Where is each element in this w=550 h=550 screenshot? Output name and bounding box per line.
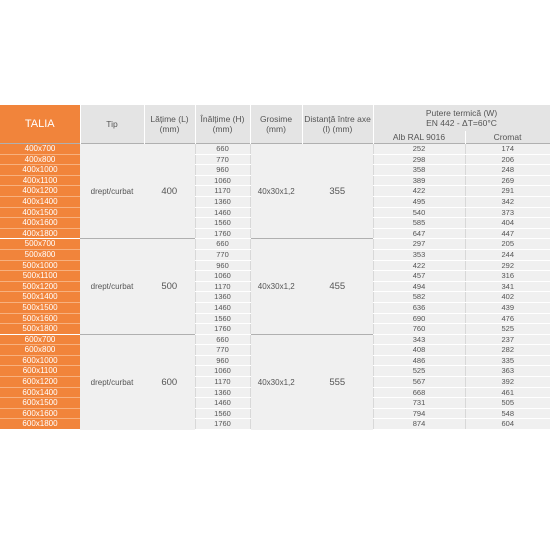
- alb-value-cell: 585: [373, 218, 465, 229]
- cromat-value-cell: 269: [465, 175, 550, 186]
- alb-value-cell: 525: [373, 366, 465, 377]
- size-cell: 500x1000: [0, 260, 80, 271]
- table-row: [0, 239, 550, 250]
- inaltime-cell: 1360: [195, 196, 250, 207]
- inaltime-cell: 1760: [195, 419, 250, 430]
- inaltime-cell: 1360: [195, 387, 250, 398]
- alb-value-cell: 358: [373, 165, 465, 176]
- table-row: [0, 144, 550, 155]
- size-cell: 400x1100: [0, 175, 80, 186]
- latime-cell: 400: [144, 144, 195, 239]
- inaltime-cell: 1560: [195, 408, 250, 419]
- alb-value-cell: 760: [373, 324, 465, 335]
- size-cell: 500x1200: [0, 281, 80, 292]
- latime-label: Lățime (L): [150, 114, 189, 124]
- inaltime-cell: 1560: [195, 313, 250, 324]
- cromat-header: Cromat: [465, 131, 550, 144]
- putere-title: Putere termică (W): [425, 108, 498, 118]
- cromat-value-cell: 248: [465, 165, 550, 176]
- alb-value-cell: 298: [373, 154, 465, 165]
- alb-value-cell: 668: [373, 387, 465, 398]
- size-cell: 500x1600: [0, 313, 80, 324]
- size-cell: 600x800: [0, 345, 80, 356]
- alb-value-cell: 486: [373, 355, 465, 366]
- inaltime-cell: 770: [195, 154, 250, 165]
- inaltime-cell: 1170: [195, 186, 250, 197]
- size-cell: 600x1800: [0, 419, 80, 430]
- alb-value-cell: 297: [373, 239, 465, 250]
- size-cell: 600x1500: [0, 398, 80, 409]
- size-cell: 600x1100: [0, 366, 80, 377]
- cromat-value-cell: 373: [465, 207, 550, 218]
- alb-value-cell: 567: [373, 377, 465, 388]
- tip-cell: drept/curbat: [80, 239, 144, 334]
- cromat-value-cell: 342: [465, 196, 550, 207]
- cromat-value-cell: 205: [465, 239, 550, 250]
- alb-value-cell: 731: [373, 398, 465, 409]
- tip-cell: drept/curbat: [80, 334, 144, 429]
- size-cell: 500x1800: [0, 324, 80, 335]
- alb-value-cell: 389: [373, 175, 465, 186]
- latime-cell: 600: [144, 334, 195, 429]
- putere-norm: EN 442 - ΔT=60°C: [426, 118, 497, 128]
- size-cell: 500x1400: [0, 292, 80, 303]
- inaltime-cell: 1460: [195, 207, 250, 218]
- cromat-value-cell: 335: [465, 355, 550, 366]
- size-cell: 400x800: [0, 154, 80, 165]
- latime-header: [144, 105, 195, 144]
- size-cell: 400x1200: [0, 186, 80, 197]
- inaltime-cell: 770: [195, 345, 250, 356]
- distanta-cell: 355: [302, 144, 373, 239]
- distanta-unit: (l) (mm): [322, 124, 353, 134]
- grosime-cell: 40x30x1,2: [250, 239, 302, 334]
- alb-value-cell: 252: [373, 144, 465, 155]
- inaltime-cell: 660: [195, 334, 250, 345]
- cromat-value-cell: 291: [465, 186, 550, 197]
- grosime-header: [250, 105, 302, 144]
- size-cell: 600x1200: [0, 377, 80, 388]
- alb-value-cell: 540: [373, 207, 465, 218]
- inaltime-cell: 1360: [195, 292, 250, 303]
- cromat-value-cell: 316: [465, 271, 550, 282]
- alb-value-cell: 457: [373, 271, 465, 282]
- cromat-value-cell: 174: [465, 144, 550, 155]
- cromat-value-cell: 392: [465, 377, 550, 388]
- cromat-value-cell: 237: [465, 334, 550, 345]
- grosime-unit: (mm): [266, 124, 286, 134]
- alb-value-cell: 647: [373, 228, 465, 239]
- alb-value-cell: 874: [373, 419, 465, 430]
- inaltime-cell: 1760: [195, 324, 250, 335]
- latime-unit: (mm): [159, 124, 180, 134]
- inaltime-cell: 1170: [195, 281, 250, 292]
- cromat-value-cell: 402: [465, 292, 550, 303]
- cromat-value-cell: 461: [465, 387, 550, 398]
- cromat-value-cell: 476: [465, 313, 550, 324]
- inaltime-cell: 660: [195, 239, 250, 250]
- inaltime-cell: 1060: [195, 271, 250, 282]
- alb-value-cell: 794: [373, 408, 465, 419]
- distanta-cell: 455: [302, 239, 373, 334]
- distanta-header: [302, 105, 373, 144]
- size-cell: 600x700: [0, 334, 80, 345]
- inaltime-cell: 960: [195, 260, 250, 271]
- size-cell: 600x1400: [0, 387, 80, 398]
- distanta-label: Distanță între axe: [304, 114, 371, 124]
- size-cell: 500x700: [0, 239, 80, 250]
- cromat-value-cell: 282: [465, 345, 550, 356]
- spec-table-body: [0, 144, 550, 430]
- inaltime-header: [195, 105, 250, 144]
- cromat-value-cell: 505: [465, 398, 550, 409]
- alb-value-cell: 495: [373, 196, 465, 207]
- alb-header: Alb RAL 9016: [373, 131, 465, 144]
- inaltime-unit: (mm): [212, 124, 233, 134]
- size-cell: 600x1600: [0, 408, 80, 419]
- radiator-spec-table: [0, 105, 550, 430]
- cromat-value-cell: 363: [465, 366, 550, 377]
- size-cell: 500x800: [0, 249, 80, 260]
- cromat-value-cell: 244: [465, 249, 550, 260]
- putere-header: [373, 105, 550, 131]
- alb-value-cell: 494: [373, 281, 465, 292]
- inaltime-cell: 960: [195, 355, 250, 366]
- table-row: [0, 334, 550, 345]
- inaltime-cell: 1560: [195, 218, 250, 229]
- tip-cell: drept/curbat: [80, 144, 144, 239]
- inaltime-cell: 1060: [195, 175, 250, 186]
- grosime-cell: 40x30x1,2: [250, 334, 302, 429]
- cromat-value-cell: 439: [465, 302, 550, 313]
- size-cell: 400x1600: [0, 218, 80, 229]
- inaltime-cell: 1760: [195, 228, 250, 239]
- cromat-value-cell: 404: [465, 218, 550, 229]
- size-cell: 400x1500: [0, 207, 80, 218]
- size-cell: 400x1000: [0, 165, 80, 176]
- alb-value-cell: 636: [373, 302, 465, 313]
- cromat-value-cell: 341: [465, 281, 550, 292]
- inaltime-cell: 1060: [195, 366, 250, 377]
- size-cell: 400x1800: [0, 228, 80, 239]
- cromat-value-cell: 604: [465, 419, 550, 430]
- alb-value-cell: 690: [373, 313, 465, 324]
- alb-value-cell: 582: [373, 292, 465, 303]
- cromat-value-cell: 206: [465, 154, 550, 165]
- inaltime-cell: 770: [195, 249, 250, 260]
- alb-value-cell: 422: [373, 260, 465, 271]
- inaltime-cell: 1460: [195, 302, 250, 313]
- alb-value-cell: 408: [373, 345, 465, 356]
- size-cell: 600x1000: [0, 355, 80, 366]
- size-cell: 400x1400: [0, 196, 80, 207]
- cromat-value-cell: 447: [465, 228, 550, 239]
- grosime-cell: 40x30x1,2: [250, 144, 302, 239]
- inaltime-cell: 960: [195, 165, 250, 176]
- alb-value-cell: 353: [373, 249, 465, 260]
- distanta-cell: 555: [302, 334, 373, 429]
- tip-header: Tip: [80, 105, 144, 144]
- cromat-value-cell: 525: [465, 324, 550, 335]
- cromat-value-cell: 292: [465, 260, 550, 271]
- size-cell: 500x1500: [0, 302, 80, 313]
- inaltime-cell: 1170: [195, 377, 250, 388]
- inaltime-cell: 660: [195, 144, 250, 155]
- alb-value-cell: 343: [373, 334, 465, 345]
- grosime-label: Grosime: [259, 114, 293, 124]
- talia-header: TALIA: [0, 105, 80, 144]
- cromat-value-cell: 548: [465, 408, 550, 419]
- size-cell: 500x1100: [0, 271, 80, 282]
- inaltime-label: Înălțime (H): [200, 114, 245, 124]
- size-cell: 400x700: [0, 144, 80, 155]
- inaltime-cell: 1460: [195, 398, 250, 409]
- latime-cell: 500: [144, 239, 195, 334]
- alb-value-cell: 422: [373, 186, 465, 197]
